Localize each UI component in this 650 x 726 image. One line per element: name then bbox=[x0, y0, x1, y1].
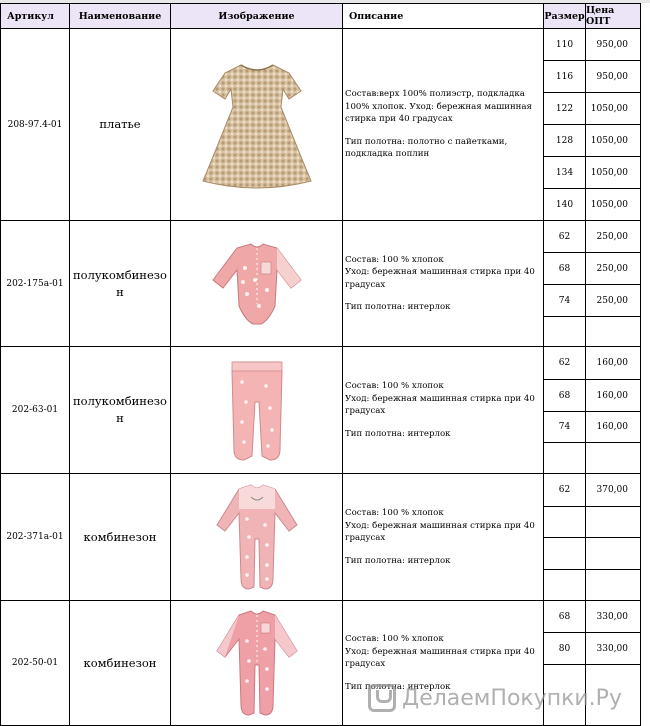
row1-size-4: 128 bbox=[543, 124, 586, 157]
row4-name: комбинезон bbox=[69, 473, 171, 601]
row5-name: комбинезон bbox=[69, 600, 171, 726]
row3-desc-line2: Уход: бережная машинная стирка при 40 градусах bbox=[345, 393, 535, 416]
row2-price-4 bbox=[585, 316, 641, 347]
row2-size-1: 62 bbox=[543, 220, 586, 253]
row4-size-3 bbox=[543, 537, 586, 570]
sequin-dress-icon bbox=[197, 57, 317, 192]
row4-size-1: 62 bbox=[543, 473, 586, 507]
row3-article: 202-63-01 bbox=[0, 346, 70, 474]
row2-price-1: 250,00 bbox=[585, 220, 641, 253]
row1-price-2: 950,00 bbox=[585, 60, 641, 93]
row3-price-3: 160,00 bbox=[585, 411, 641, 443]
row1-price-4: 1050,00 bbox=[585, 124, 641, 157]
row4-price-2 bbox=[585, 506, 641, 538]
row2-desc-line3: Тип полотна: интерлок bbox=[345, 302, 451, 312]
shopping-bag-icon bbox=[368, 684, 396, 712]
row1-size-3: 122 bbox=[543, 92, 586, 125]
header-article: Артикул bbox=[0, 3, 70, 29]
pink-jumpsuit-icon bbox=[207, 479, 307, 595]
row5-desc-line2: Уход: бережная машинная стирка при 40 градусах bbox=[345, 646, 535, 669]
row5-size-1: 68 bbox=[543, 600, 586, 633]
row5-size-2: 80 bbox=[543, 632, 586, 665]
row3-name: полукомбинезо н bbox=[69, 346, 171, 474]
row2-price-3: 250,00 bbox=[585, 284, 641, 317]
row3-size-3: 74 bbox=[543, 411, 586, 443]
row2-size-3: 74 bbox=[543, 284, 586, 317]
row1-size-2: 116 bbox=[543, 60, 586, 93]
row1-description bbox=[342, 28, 544, 221]
row2-article: 202-175a-01 bbox=[0, 220, 70, 347]
row4-desc-line3: Тип полотна: интерлок bbox=[345, 555, 451, 566]
row3-price-4 bbox=[585, 442, 641, 474]
pink-footed-jumpsuit-icon bbox=[207, 605, 307, 721]
row4-article: 202-371a-01 bbox=[0, 473, 70, 601]
row3-desc-line1: Состав: 100 % хлопок bbox=[345, 381, 444, 391]
row3-image bbox=[170, 346, 343, 474]
watermark bbox=[368, 681, 622, 715]
row1-price-1: 950,00 bbox=[585, 28, 641, 61]
row1-name: платье bbox=[69, 28, 171, 221]
row4-price-3 bbox=[585, 537, 641, 570]
row3-price-2: 160,00 bbox=[585, 379, 641, 412]
row1-size-1: 110 bbox=[543, 28, 586, 61]
row5-desc-line1: Состав: 100 % хлопок bbox=[345, 634, 444, 644]
header-description: Описание bbox=[342, 3, 544, 29]
row4-size-4 bbox=[543, 569, 586, 601]
row4-description bbox=[342, 473, 544, 601]
row5-image bbox=[170, 600, 343, 726]
header-price: Цена ОПТ bbox=[585, 3, 641, 29]
row2-desc-line2: Уход: бережная машинная стирка при 40 градусах bbox=[345, 267, 535, 290]
row2-price-2: 250,00 bbox=[585, 252, 641, 285]
header-name: Наименование bbox=[69, 3, 171, 29]
row4-desc-line2: Уход: бережная машинная стирка при 40 градусах bbox=[345, 520, 535, 543]
header-image: Изображение bbox=[170, 3, 343, 29]
row5-article: 202-50-01 bbox=[0, 600, 70, 726]
row1-desc-line1: Состав:верх 100% полиэстр, подкладка 100% хлопок. Уход: бережная машинная стирка при 40 градусах bbox=[345, 89, 532, 125]
row4-price-1: 370,00 bbox=[585, 473, 641, 507]
row1-article: 208-97.4-01 bbox=[0, 28, 70, 221]
row2-image bbox=[170, 220, 343, 347]
row2-description bbox=[342, 220, 544, 347]
pink-pants-icon bbox=[222, 356, 292, 464]
row5-price-2: 330,00 bbox=[585, 632, 641, 665]
row3-size-4 bbox=[543, 442, 586, 474]
row5-desc-line3: Тип полотна: интерлок bbox=[345, 681, 451, 692]
watermark-text: ДелаемПокупки.Ру bbox=[402, 685, 622, 711]
row2-name: полукомбинезо н bbox=[69, 220, 171, 347]
row1-price-3: 1050,00 bbox=[585, 92, 641, 125]
row4-price-4 bbox=[585, 569, 641, 601]
row1-price-5: 1050,00 bbox=[585, 156, 641, 189]
row3-size-2: 68 bbox=[543, 379, 586, 412]
row3-size-1: 62 bbox=[543, 346, 586, 380]
row5-price-1: 330,00 bbox=[585, 600, 641, 633]
row3-desc-line3: Тип полотна: интерлок bbox=[345, 428, 451, 439]
header-size: Размер bbox=[543, 3, 586, 29]
row1-size-6: 140 bbox=[543, 188, 586, 221]
row1-desc-line2: Тип полотна: полотно с пайетками, подкладка поплин bbox=[345, 136, 508, 160]
row4-image bbox=[170, 473, 343, 601]
row1-image bbox=[170, 28, 343, 221]
row1-size-5: 134 bbox=[543, 156, 586, 189]
row3-price-1: 160,00 bbox=[585, 346, 641, 380]
pink-bodysuit-icon bbox=[207, 234, 307, 334]
row4-desc-line1: Состав: 100 % хлопок bbox=[345, 508, 444, 518]
row2-desc-line1: Состав: 100 % хлопок bbox=[345, 254, 444, 265]
row2-size-4 bbox=[543, 316, 586, 347]
row1-price-6: 1050,00 bbox=[585, 188, 641, 221]
row4-size-2 bbox=[543, 506, 586, 538]
row2-size-2: 68 bbox=[543, 252, 586, 285]
row3-description bbox=[342, 346, 544, 474]
